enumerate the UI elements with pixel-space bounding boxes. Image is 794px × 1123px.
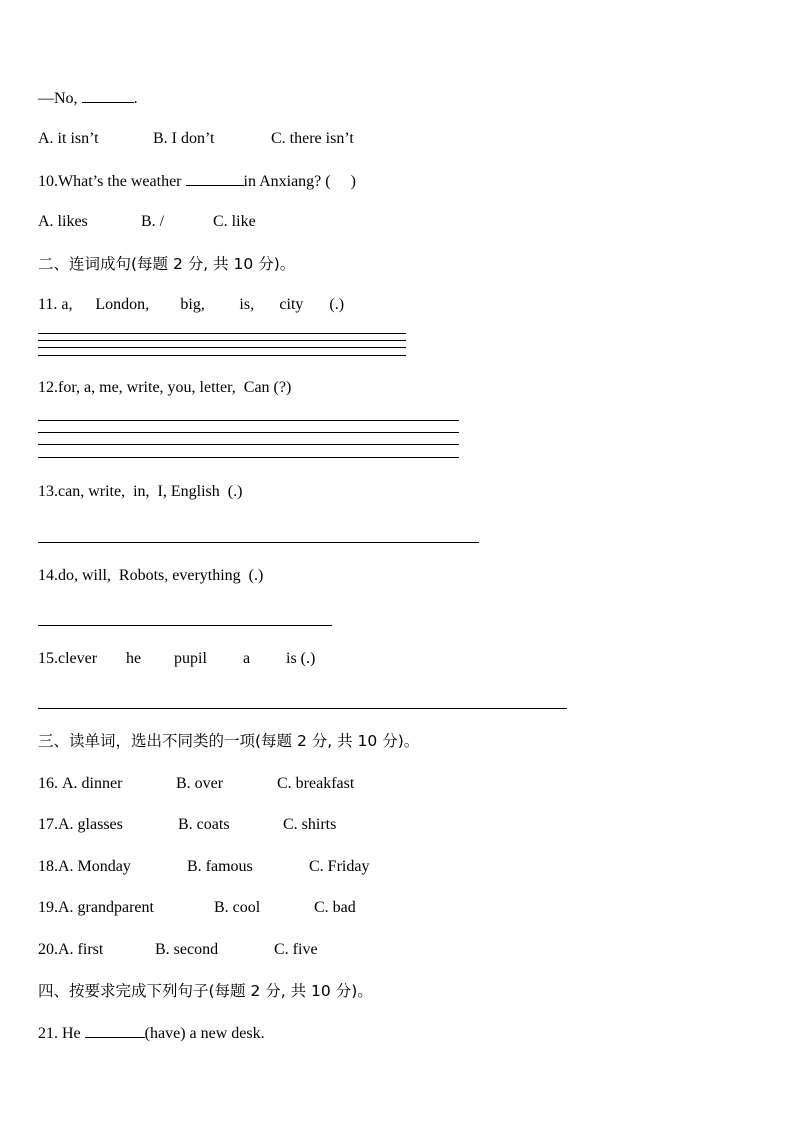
- q15-word: a: [243, 650, 251, 667]
- q15-writing-line[interactable]: [38, 708, 567, 709]
- q10-option-c[interactable]: C. like: [213, 213, 256, 230]
- q9-answer-suffix: .: [133, 90, 138, 107]
- q17-option-c[interactable]: C. shirts: [283, 816, 337, 833]
- q12-writing-line[interactable]: [38, 432, 459, 433]
- q16-option-a[interactable]: A. dinner: [62, 775, 123, 792]
- q18-number: 18.: [38, 858, 58, 875]
- q12-words: 12.for, a, me, write, you, letter, Can (?): [38, 379, 292, 396]
- q12-writing-line[interactable]: [38, 457, 459, 458]
- q14-writing-line[interactable]: [38, 625, 332, 626]
- q21-stem-start: 21. He: [38, 1025, 85, 1042]
- q11-number: 11.: [38, 296, 58, 313]
- q15-word: he: [126, 650, 142, 667]
- q9-option-b[interactable]: B. I don’t: [153, 130, 215, 147]
- q11-word: big,: [180, 296, 205, 313]
- q11-writing-line[interactable]: [38, 347, 406, 348]
- q20-options: [38, 940, 318, 960]
- q18-option-b[interactable]: B. famous: [187, 858, 253, 875]
- q21-stem: [38, 1023, 265, 1044]
- q21-stem-end: (have) a new desk.: [144, 1025, 265, 1042]
- q16-number: 16.: [38, 775, 62, 792]
- q11-writing-line[interactable]: [38, 333, 406, 334]
- q9-answer-prefix: —No,: [38, 90, 82, 107]
- q16-option-b[interactable]: B. over: [176, 775, 224, 792]
- q19-option-a[interactable]: A. grandparent: [58, 899, 154, 916]
- q11-writing-line[interactable]: [38, 355, 406, 356]
- q19-option-b[interactable]: B. cool: [214, 899, 261, 916]
- q11-word: city: [279, 296, 304, 313]
- q11-words: [38, 295, 344, 315]
- q14-words: 14.do, will, Robots, everything (.): [38, 567, 264, 584]
- q20-option-b[interactable]: B. second: [155, 941, 219, 958]
- q10-blank[interactable]: [186, 171, 244, 186]
- q15-number: 15.: [38, 650, 58, 667]
- q11-word: a,: [61, 296, 73, 313]
- q10-stem-start: 10.What’s the weather: [38, 173, 186, 190]
- q16-options: [38, 774, 354, 794]
- q18-option-c[interactable]: C. Friday: [309, 858, 370, 875]
- q15-word: pupil: [174, 650, 207, 667]
- q21-blank[interactable]: [85, 1023, 145, 1038]
- q9-answer-line: [38, 88, 138, 109]
- section2-heading: 二、连词成句(每题 2 分, 共 10 分)。: [38, 255, 296, 273]
- q19-number: 19.: [38, 899, 58, 916]
- q9-option-a[interactable]: A. it isn’t: [38, 130, 99, 147]
- q10-stem: [38, 171, 356, 192]
- q11-word: is,: [239, 296, 255, 313]
- q10-options: [38, 212, 256, 232]
- q11-word: London,: [95, 296, 150, 313]
- q11-word: (.): [329, 296, 345, 313]
- q18-options: [38, 857, 369, 877]
- q20-number: 20.: [38, 941, 58, 958]
- q12-writing-line[interactable]: [38, 444, 459, 445]
- q9-blank[interactable]: [82, 88, 134, 103]
- q10-option-a[interactable]: A. likes: [38, 213, 88, 230]
- q13-words: 13.can, write, in, I, English (.): [38, 483, 243, 500]
- q19-options: [38, 898, 356, 918]
- q12-writing-line[interactable]: [38, 420, 459, 421]
- q20-option-c[interactable]: C. five: [274, 941, 318, 958]
- q9-options: [38, 129, 354, 149]
- q9-option-c[interactable]: C. there isn’t: [271, 130, 354, 147]
- q19-option-c[interactable]: C. bad: [314, 899, 356, 916]
- q15-words: [38, 649, 315, 669]
- q15-word: is (.): [286, 650, 316, 667]
- section3-heading: 三、读单词，选出不同类的一项(每题 2 分, 共 10 分)。: [38, 732, 420, 750]
- q20-option-a[interactable]: A. first: [58, 941, 104, 958]
- q15-word: clever: [58, 650, 98, 667]
- q18-option-a[interactable]: A. Monday: [58, 858, 131, 875]
- section4-heading: 四、按要求完成下列句子(每题 2 分, 共 10 分)。: [38, 982, 373, 1000]
- q17-option-b[interactable]: B. coats: [178, 816, 230, 833]
- q10-option-b[interactable]: B. /: [141, 213, 165, 230]
- q16-option-c[interactable]: C. breakfast: [277, 775, 355, 792]
- q11-writing-line[interactable]: [38, 340, 406, 341]
- q17-number: 17.: [38, 816, 58, 833]
- q17-options: [38, 815, 336, 835]
- q10-stem-end: in Anxiang? ( ): [243, 173, 356, 190]
- q17-option-a[interactable]: A. glasses: [58, 816, 123, 833]
- q13-writing-line[interactable]: [38, 542, 479, 543]
